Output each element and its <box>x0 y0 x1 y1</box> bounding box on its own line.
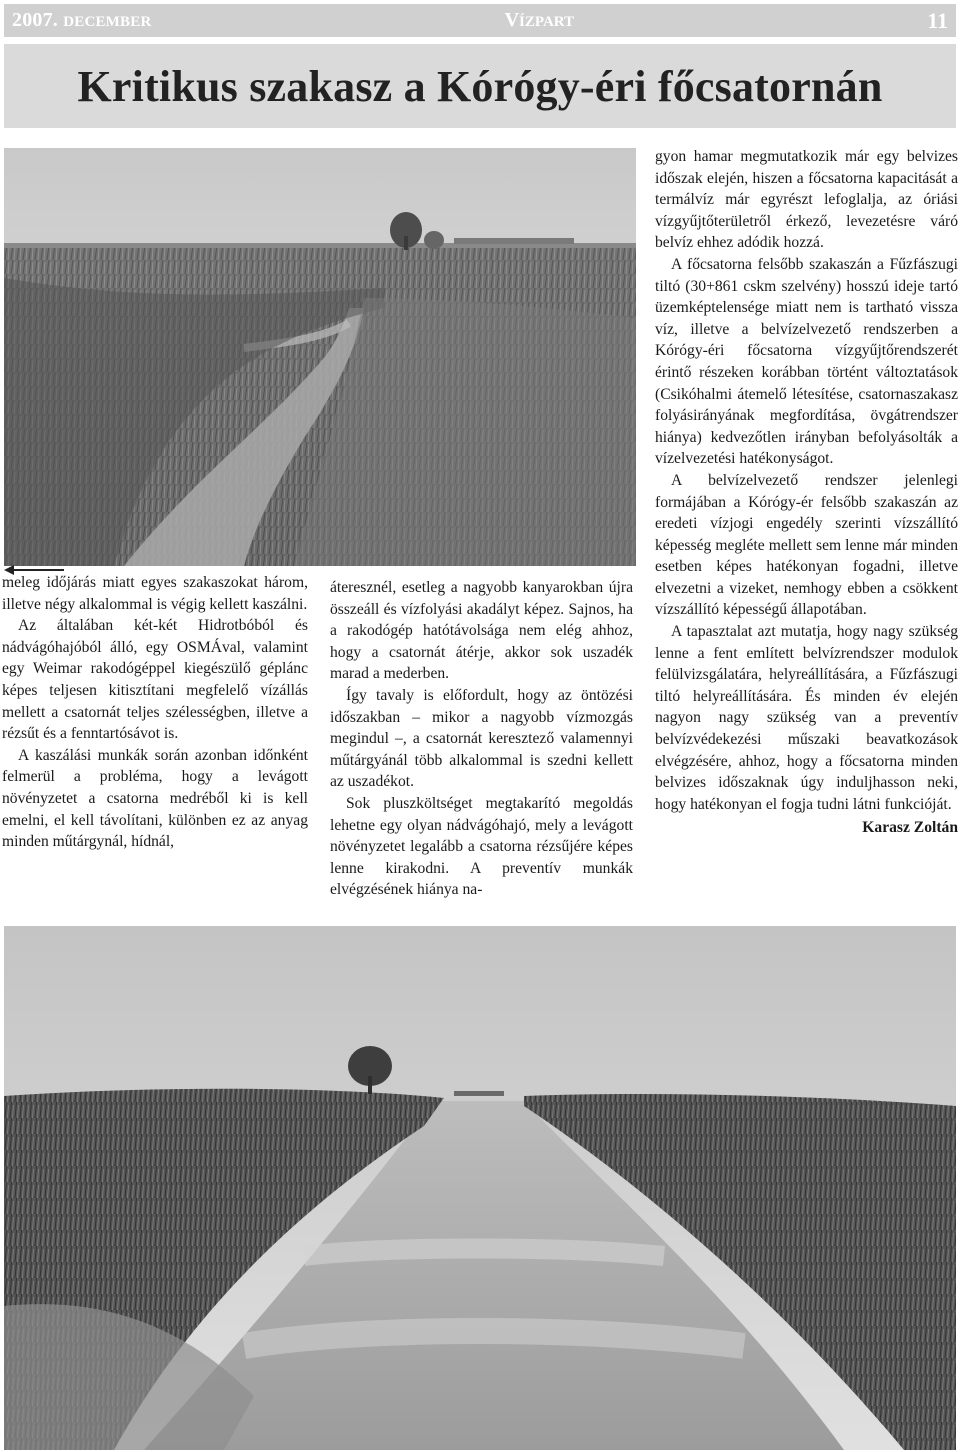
text-column-1 <box>2 572 308 853</box>
paragraph: gyon hamar megmutatkozik már egy belvizes időszak elején, hiszen a főcsatorna kapacitását a termálvíz már egyrészt lefoglalja, az óriási vízgyűjtőterületről érkező, levezetésre váró belvíz ehhez adódik hozzá. <box>655 148 958 252</box>
paragraph: A tapasztalat azt mutatja, hogy nagy szükség lenne a fent említett belvízrendszer modulok felülvizsgálatára, helyreállítására, a Fűzfászugi tiltó helyreállítására. És minden év elején nagyon nagy szükség van a preventív belvízvédekezési műszaki beavatkozások elvégzésére, ahhoz, hogy a főcsatorna minden belvizes időszaknak úgy induljhasson neki, hogy hatékonyan el fogja tudni látni funkcióját. <box>655 623 958 813</box>
issue-date: 2007. DECEMBER <box>12 9 152 31</box>
paragraph: Sok pluszköltséget megtakarító megoldás lehetne egy olyan nádvágóhajó, mely a levágott növényzetet legalább a csatorna rézsűjére képes lenne kirakodni. A preventív munkák elvégzésének hiánya na- <box>330 794 633 899</box>
paragraph: Az általában két-két Hidrotbóból és nádvágóhajóból álló, egy OSMÁval, valamint egy Weimar rakodógéppel kiegészülő géplánc képes teljesen kitisztítani megfelelő vízállás mellett a csatornát teljes szélességben, illetve a rézsűt és a fenntartósávot is. <box>2 617 308 743</box>
magazine-name: VÍZPART <box>504 9 575 31</box>
paragraph: A főcsatorna felsőbb szakaszán a Fűzfászugi tiltó (30+861 cskm szelvény) hosszú ideje tartó üzemképtelensége miatt nem is tartható vissza víz, illetve a belvízelvezető rendszerben a Kórógy-éri főcsatorna vízgyűjtőrendszerét érintő részeken korábban történt változtatások (Csikóhalmi átemelő létesítése, csatornaszakasz folyásirányának megfordítása, övgátrendszer hiánya) kedvezőtlen irányban befolyásolták a vízelvezetési hatékonyságot. <box>655 255 958 468</box>
page-number: 11 <box>927 7 948 33</box>
reed-canal-photo <box>4 148 636 566</box>
paragraph: Így tavaly is előfordult, hogy az öntözési időszakban – mikor a nagyobb vízmozgás megindul –, a csatornát keresztező valamennyi műtárgyánál több alkalommal is szedni kellett az uszadékot. <box>330 686 633 791</box>
article-title: Kritikus szakasz a Kórógy-éri főcsatornán <box>77 61 883 111</box>
author-signature: Karasz Zoltán <box>862 819 958 837</box>
paragraph: meleg időjárás miatt egyes szakaszokat három, illetve négy alkalommal is végig kellett kaszálni. <box>2 574 308 613</box>
cleared-canal-photo <box>4 926 956 1450</box>
paragraph: A kaszálási munkák során azonban időnként felmerül a probléma, hogy a levágott növényzetet a csatorna medréből ki is kell emelni, el kell távolítani, különben ez az anyag minden műtárgynál, hídnál, <box>2 746 308 851</box>
page-header <box>4 4 956 37</box>
text-column-2 <box>330 577 633 901</box>
text-column-3 <box>655 146 958 839</box>
paragraph: A belvízelvezető rendszer jelenlegi formájában a Kórógy-ér felsőbb szakaszán az eredeti vízjogi engedély szerinti vízszállító képesség megléte mellett sem lenne már minden esetben képes hatékonyan fogadni, illetve elvezetni a vizeket, nemhogy ebben a csökkent vízszállító képességű állapotában. <box>655 471 958 619</box>
title-banner <box>4 44 956 128</box>
paragraph: áteresznél, esetleg a nagyobb kanyarokban újra összeáll és vízfolyási akadályt képez. Sajnos, ha a rakodógép hatótávolsága nem elég ahhoz, hogy a csatornát átérje, akkor sok uszadék marad a mederben. <box>330 579 633 683</box>
